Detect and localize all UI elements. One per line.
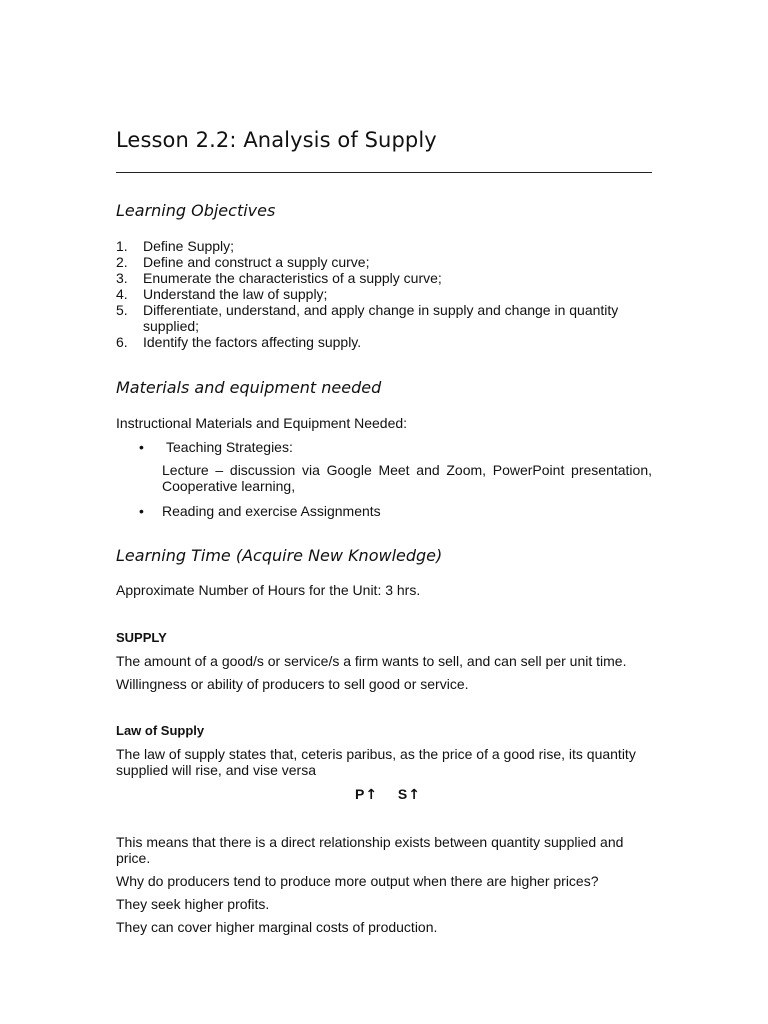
law-of-supply-heading: Law of Supply [116,723,205,738]
objective-text: Define and construct a supply curve; [143,254,370,270]
objectives-list [116,238,652,350]
objective-number: 6. [116,334,128,350]
objective-text: Define Supply; [143,238,235,254]
bullet-icon: • [139,503,144,519]
reading-assignments-item: Reading and exercise Assignments [162,503,381,519]
objective-text: Understand the law of supply; [143,286,328,302]
producers-question: Why do producers tend to produce more output when there are higher prices? [116,873,599,889]
objective-item [116,302,652,334]
hours-text: Approximate Number of Hours for the Unit: 3 hrs. [116,582,421,598]
objective-item [116,270,652,286]
objective-text: Enumerate the characteristics of a supply curve; [143,270,442,286]
teaching-strategies-label: Teaching Strategies: [166,439,293,455]
objective-item [116,238,652,254]
supply-heading: SUPPLY [116,630,167,645]
objective-number: 2. [116,254,128,270]
objective-number: 4. [116,286,128,302]
supply-definition: The amount of a good/s or service/s a firm wants to sell, and can sell per unit time. [116,653,627,669]
objective-item [116,334,652,350]
bullet-icon: • [139,439,144,455]
direct-relationship-text: This means that there is a direct relationship exists between quantity supplied and price. [116,834,624,866]
law-of-supply-statement: The law of supply states that, ceteris paribus, as the price of a good rise, its quantity supplied will rise, and vise versa [116,746,636,778]
objective-item [116,286,652,302]
teaching-strategies-detail: Lecture – discussion via Google Meet and Zoom, PowerPoint presentation, Cooperative learning, [162,462,652,494]
title-divider [116,172,652,173]
up-arrow-icon: ↑ [365,787,379,803]
formula-price: P [355,786,366,802]
learning-time-heading: Learning Time (Acquire New Knowledge) [116,546,443,565]
objective-text: Differentiate, understand, and apply change in supply and change in quantity supplied; [143,302,619,334]
formula-supply: S [397,786,409,802]
objective-text: Identify the factors affecting supply. [143,334,362,350]
learning-objectives-heading: Learning Objectives [116,201,276,220]
objective-item [116,254,652,270]
supply-willingness: Willingness or ability of producers to sell good or service. [116,676,469,692]
price-supply-formula [355,786,421,803]
materials-intro: Instructional Materials and Equipment Needed: [116,415,408,431]
answer-higher-profits: They seek higher profits. [116,896,270,912]
objective-number: 1. [116,238,128,254]
objective-number: 5. [116,302,128,318]
materials-heading: Materials and equipment needed [116,378,382,397]
up-arrow-icon: ↑ [408,787,421,803]
objective-number: 3. [116,270,128,286]
lesson-title: Lesson 2.2: Analysis of Supply [116,128,437,152]
answer-marginal-costs: They can cover higher marginal costs of production. [116,919,438,935]
